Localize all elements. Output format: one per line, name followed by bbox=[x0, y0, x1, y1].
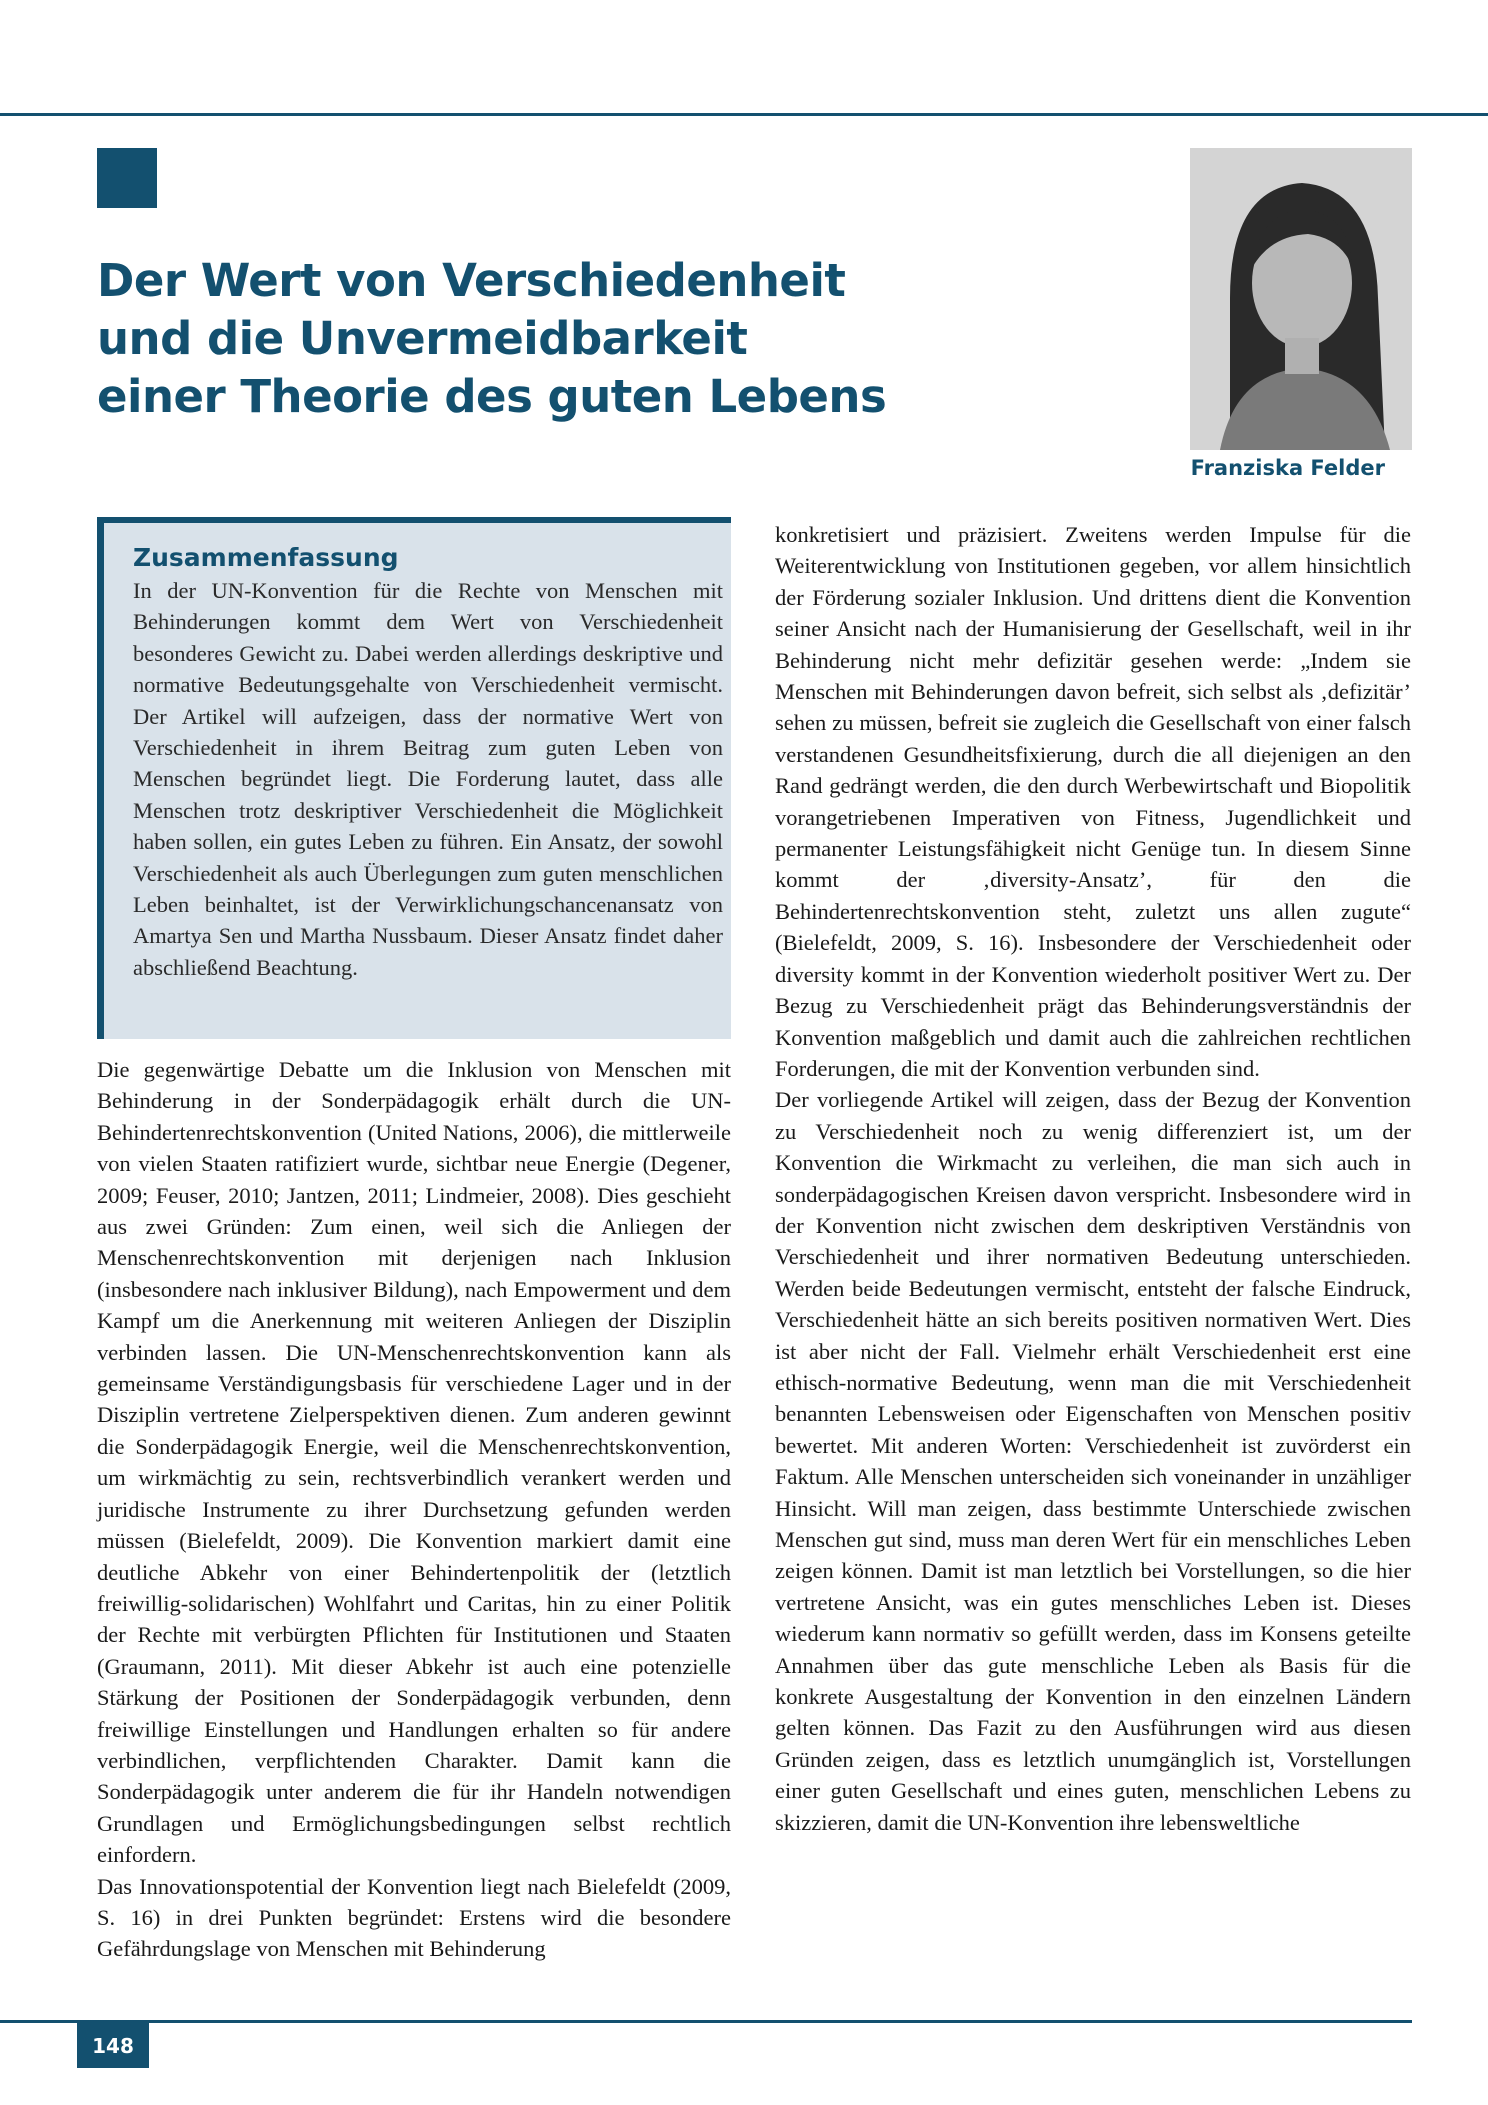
abstract-heading: Zusammenfassung bbox=[133, 543, 399, 572]
body-column-right bbox=[775, 519, 1411, 1838]
body-column-left bbox=[97, 1054, 731, 1965]
body-paragraph: Die gegenwärtige Debatte um die Inklusion von Menschen mit Behinderung in der Sonderpädagogik erhält durch die UN-Behindertenrechtskonvention (United Nations, 2006), die mittlerweile von vielen Staaten ratifiziert wurde, sichtbar neue Energie (Degener, 2009; Feuser, 2010; Jantzen, 2011; Lindmeier, 2008). Dies geschieht aus zwei Gründen: Zum einen, weil sich die Anliegen der Menschenrechtskonvention mit derjenigen nach Inklusion (insbesondere nach inklusiver Bildung), nach Empowerment und dem Kampf um die Anerkennung mit weiteren Anliegen der Disziplin verbinden lassen. Die UN-Menschenrechtskonvention kann als gemeinsame Verständigungsbasis für verschiedene Lager und in der Disziplin vertretene Zielperspektiven dienen. Zum anderen gewinnt die Sonderpädagogik Energie, weil die Menschenrechtskonvention, um wirkmächtig zu sein, rechtsverbindlich verankert werden und juridische Instrumente zu ihrer Durchsetzung gefunden werden müssen (Bielefeldt, 2009). Die Konvention markiert damit eine deutliche Abkehr von einer Behindertenpolitik der (letztlich freiwillig-solidarischen) Wohlfahrt und Caritas, hin zu einer Politik der Rechte mit verbürgten Pflichten für Institutionen und Staaten (Graumann, 2011). Mit dieser Abkehr ist auch eine potenzielle Stärkung der Positionen der Sonderpädagogik verbunden, denn freiwillige Einstellungen und Handlungen erhalten so für andere verbindlichen, verpflichtenden Charakter. Damit kann die Sonderpädagogik unter anderem die für ihr Handeln notwendigen Grundlagen und Ermöglichungsbedingungen selbst rechtlich einfordern. bbox=[97, 1057, 731, 1868]
title-line-1: Der Wert von Verschiedenheit bbox=[97, 254, 846, 307]
page-number: 148 bbox=[77, 2023, 149, 2068]
body-paragraph: konkretisiert und präzisiert. Zweitens werden Impulse für die Weiterentwicklung von Institutionen gegeben, vor allem hinsichtlich der Förderung sozialer Inklusion. Und drittens dient die Konvention seiner Ansicht nach der Humanisierung der Gesellschaft, weil in ihr Behinderung nicht mehr defizitär gesehen werde: „Indem sie Menschen mit Behinderungen davon befreit, sich selbst als ‚defizitär’ sehen zu müssen, befreit sie zugleich die Gesellschaft von einer falsch verstandenen Gesundheitsfixierung, durch die all diejenigen an den Rand gedrängt werden, die den durch Werbewirtschaft und Biopolitik vorangetriebenen Imperativen von Fitness, Jugendlichkeit und permanenter Leistungsfähigkeit nicht Genüge tun. In diesem Sinne kommt der ‚diversity-Ansatz’, für den die Behindertenrechtskonvention steht, zuletzt uns allen zugute“ (Bielefeldt, 2009, S. 16). Insbesondere der Verschiedenheit oder diversity kommt in der Konvention wiederholt positiver Wert zu. Der Bezug zu Verschiedenheit prägt das Behinderungsverständnis der Konvention maßgeblich und damit auch die zahlreichen rechtlichen Forderungen, die mit der Konvention verbunden sind. bbox=[775, 522, 1411, 1081]
article-title bbox=[97, 252, 1097, 426]
title-line-3: einer Theorie des guten Lebens bbox=[97, 370, 887, 423]
body-paragraph: Der vorliegende Artikel will zeigen, dass der Bezug der Konvention zu Verschiedenheit noch zu wenig differenziert ist, um der Konvention die Wirkmacht zu verleihen, die man sich auch in sonderpädagogischen Kreisen davon verspricht. Insbesondere wird in der Konvention nicht zwischen dem deskriptiven Verständnis von Verschiedenheit und ihrer normativen Bedeutung unterschieden. Werden beide Bedeutungen vermischt, entsteht der falsche Eindruck, Verschiedenheit hätte an sich bereits positiven normativen Wert. Dies ist aber nicht der Fall. Vielmehr erhält Verschiedenheit erst eine ethisch-normative Bedeutung, wenn man die mit Verschiedenheit benannten Lebensweisen oder Eigenschaften von Menschen positiv bewertet. Mit anderen Worten: Verschiedenheit ist zuvörderst ein Faktum. Alle Menschen unterscheiden sich voneinander in unzähliger Hinsicht. Will man zeigen, dass bestimmte Unterschiede zwischen Menschen gut sind, muss man deren Wert für ein menschliches Leben zeigen können. Damit ist man letztlich bei Vorstellungen, so die hier vertretene Ansicht, was ein gutes menschliches Leben ist. Dieses wiederum kann normativ so gefüllt werden, dass im Konsens geteilte Annahmen über das gute menschliche Leben als Basis für die konkrete Ausgestaltung der Konvention in den einzelnen Ländern gelten können. Das Fazit zu den Ausführungen wird aus diesen Gründen zeigen, dass es letztlich unumgänglich ist, Vorstellungen einer guten Gesellschaft und eines guten, menschlichen Lebens zu skizzieren, damit die UN-Konvention ihre lebensweltliche bbox=[775, 1087, 1411, 1835]
author-name: Franziska Felder bbox=[1190, 456, 1385, 480]
author-portrait-icon bbox=[1190, 148, 1412, 450]
footer-rule bbox=[0, 2020, 1412, 2023]
section-marker bbox=[97, 148, 157, 208]
author-photo bbox=[1190, 148, 1412, 450]
title-line-2: und die Unvermeidbarkeit bbox=[97, 312, 748, 365]
abstract-text: In der UN-Konvention für die Rechte von Menschen mit Behinderungen kommt dem Wert von Verschiedenheit besonderes Gewicht zu. Dabei werden allerdings deskriptive und normative Bedeutungsgehalte von Verschiedenheit vermischt. Der Artikel will aufzeigen, dass der normative Wert von Verschiedenheit in ihrem Beitrag zum guten Leben von Menschen begründet liegt. Die Forderung lautet, dass alle Menschen trotz deskriptiver Verschiedenheit die Möglichkeit haben sollen, ein gutes Leben zu führen. Ein Ansatz, der sowohl Verschiedenheit als auch Überlegungen zum guten menschlichen Leben beinhaltet, ist der Verwirklichungschancenansatz von Amartya Sen und Martha Nussbaum. Dieser Ansatz findet daher abschließend Beachtung. bbox=[133, 578, 723, 980]
header-rule bbox=[0, 113, 1488, 116]
abstract-box bbox=[97, 517, 731, 1039]
body-paragraph: Das Innovationspotential der Konvention liegt nach Bielefeldt (2009, S. 16) in drei Punkten begründet: Erstens wird die besondere Gefährdungslage von Menschen mit Behinderung bbox=[97, 1873, 731, 1962]
